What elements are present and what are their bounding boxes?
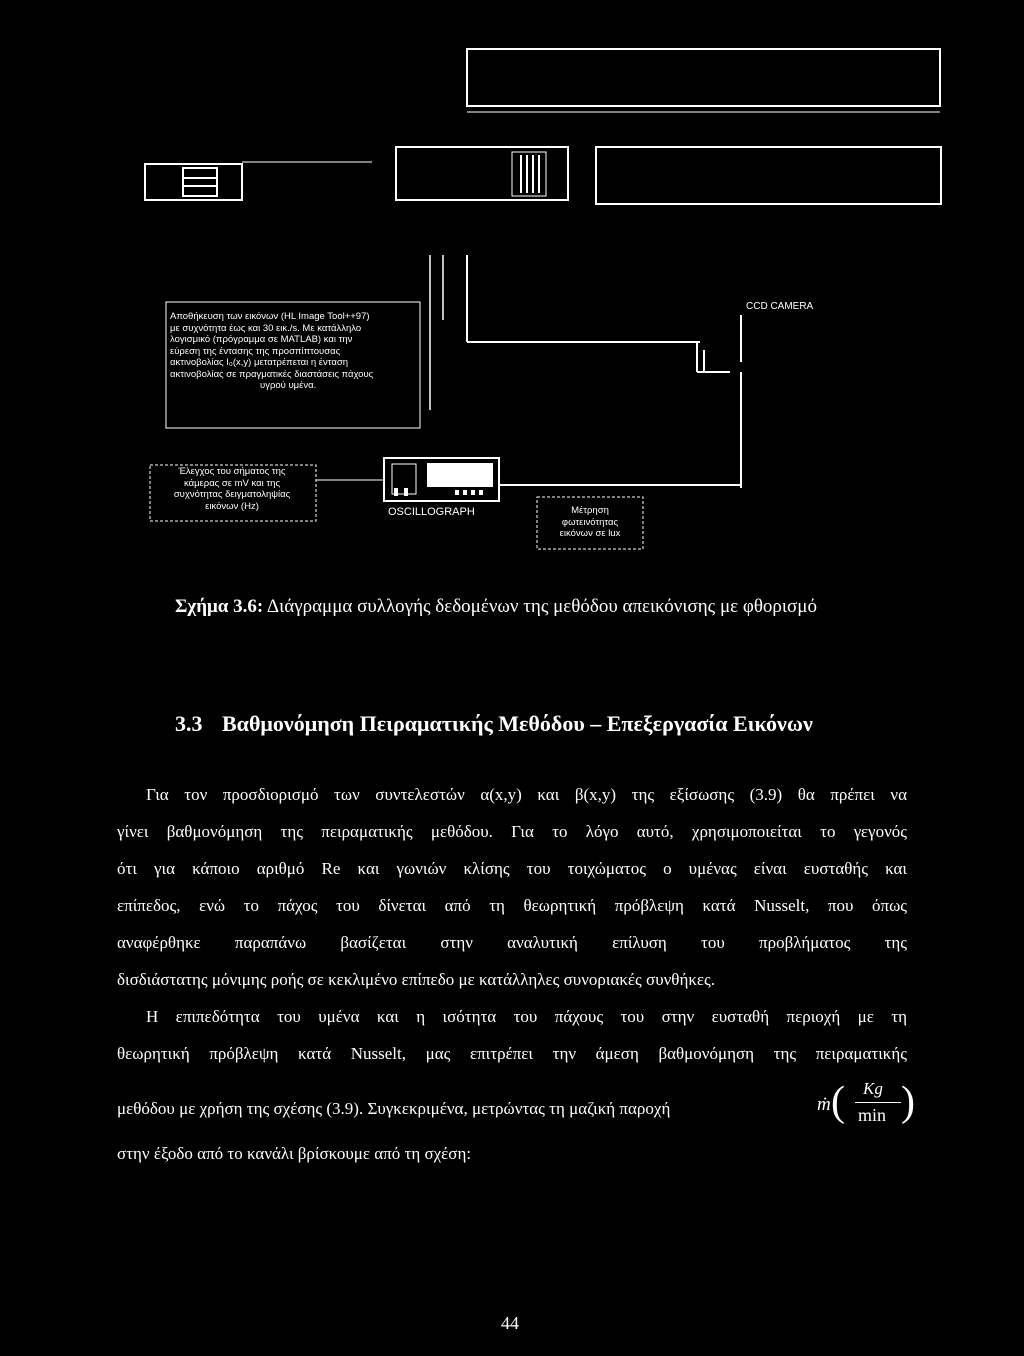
- measurement-line: εικόνων σε lux: [559, 528, 621, 539]
- paragraph-2-formula-line: μεθόδου με χρήση της σχέσης (3.9). Συγκεκριμένα, μετρώντας τη μαζική παροχή: [117, 1099, 671, 1118]
- paragraph-1: [117, 776, 907, 961]
- formula-denominator: min: [858, 1105, 887, 1125]
- paragraph-line: Για τον προσδιορισμό των συντελεστών α(x,y) και β(x,y) της εξίσωσης (3.9) θα πρέπει να: [146, 785, 907, 804]
- section-title: Βαθμονόμηση Πειραματικής Μεθόδου – Επεξεργασία Εικόνων: [222, 711, 813, 736]
- paragraph-2-last-line: στην έξοδο από το κανάλι βρίσκουμε από τη σχέση:: [117, 1144, 472, 1163]
- control-line: συχνότητας δειγματοληψίας: [173, 489, 291, 500]
- measurement-box-text: [538, 505, 642, 540]
- right-box: [596, 147, 941, 204]
- control-box-text: [152, 466, 312, 512]
- storage-line: Αποθήκευση των εικόνων (HL Image Tool++97): [170, 311, 370, 322]
- figure-caption-text: Διάγραμμα συλλογής δεδομένων της μεθόδου απεικόνισης με φθορισμό: [266, 596, 817, 617]
- paragraph-line: ότι για κάποιο αριθμό Re και γωνιών κλίσης του τοιχώματος ο υμένας είναι ευσταθής και: [117, 859, 907, 878]
- left-device-box: [145, 164, 242, 200]
- mass-flow-formula: [817, 1079, 917, 1129]
- right-paren: ): [901, 1079, 915, 1125]
- storage-line: εύρεση της έντασης της προσπίπτουσας: [170, 345, 341, 357]
- control-line: εικόνων (Hz): [205, 500, 259, 512]
- storage-line: λογισμικό (πρόγραμμα σε MATLAB) και την: [170, 334, 353, 345]
- paragraph-line: Η επιπεδότητα του υμένα και η ισότητα του πάχους του στην ευσταθή περιοχή με τη: [146, 1007, 907, 1026]
- formula-numerator: Kg: [863, 1079, 883, 1098]
- control-line: κάμερας σε mV και της: [183, 477, 281, 489]
- section-number: 3.3: [175, 711, 203, 736]
- paragraph-line: αναφέρθηκε παραπάνω βασίζεται στην αναλυτική επίλυση του προβλήματος της: [117, 933, 907, 952]
- left-paren: (: [831, 1079, 845, 1125]
- figure-caption: [175, 596, 817, 618]
- measurement-line: Μέτρηση: [571, 505, 609, 516]
- monitor-box: [467, 49, 940, 106]
- storage-line: ακτινοβολίας σε πραγματικές διαστάσεις πάχους: [170, 368, 374, 380]
- paragraph-1-last-line: δισδιάστατης μόνιμης ροής σε κεκλιμένο επίπεδο με κατάλληλες συνοριακές συνθήκες.: [117, 970, 716, 989]
- oscilloscope-label: OSCILLOGRAPH: [388, 506, 475, 518]
- storage-line: υγρού υμένα.: [260, 380, 317, 391]
- computer-box: [396, 147, 568, 200]
- storage-line: ακτινοβολίας I₀(x,y) μετατρέπεται η ένταση: [170, 357, 348, 368]
- control-line: Έλεγχος του σήματος της: [178, 466, 286, 477]
- mass-flow-symbol: ṁ: [817, 1094, 831, 1115]
- paragraph-line: γίνει βαθμονόμηση της πειραματικής μεθόδου. Για το λόγο αυτό, χρησιμοποιείται το γεγονός: [117, 822, 907, 841]
- storage-box-text: [170, 311, 420, 392]
- fraction-bar: [855, 1102, 901, 1103]
- paragraph-2: [117, 998, 907, 1072]
- paragraph-line: θεωρητική πρόβλεψη κατά Nusselt, μας επιτρέπει την άμεση βαθμονόμηση της πειραματικής: [117, 1044, 907, 1063]
- camera-label: CCD CAMERA: [746, 301, 814, 312]
- measurement-line: φωτεινότητας: [561, 516, 619, 528]
- section-heading: [175, 711, 813, 737]
- paragraph-line: επίπεδος, ενώ το πάχος του δίνεται από τη θεωρητική πρόβλεψη κατά Nusselt, που όπως: [117, 896, 907, 915]
- figure-label: Σχήμα 3.6:: [175, 596, 264, 617]
- storage-line: με συχνότητα έως και 30 εικ./s. Με κατάλληλο: [170, 322, 362, 334]
- page-number: 44: [501, 1313, 519, 1333]
